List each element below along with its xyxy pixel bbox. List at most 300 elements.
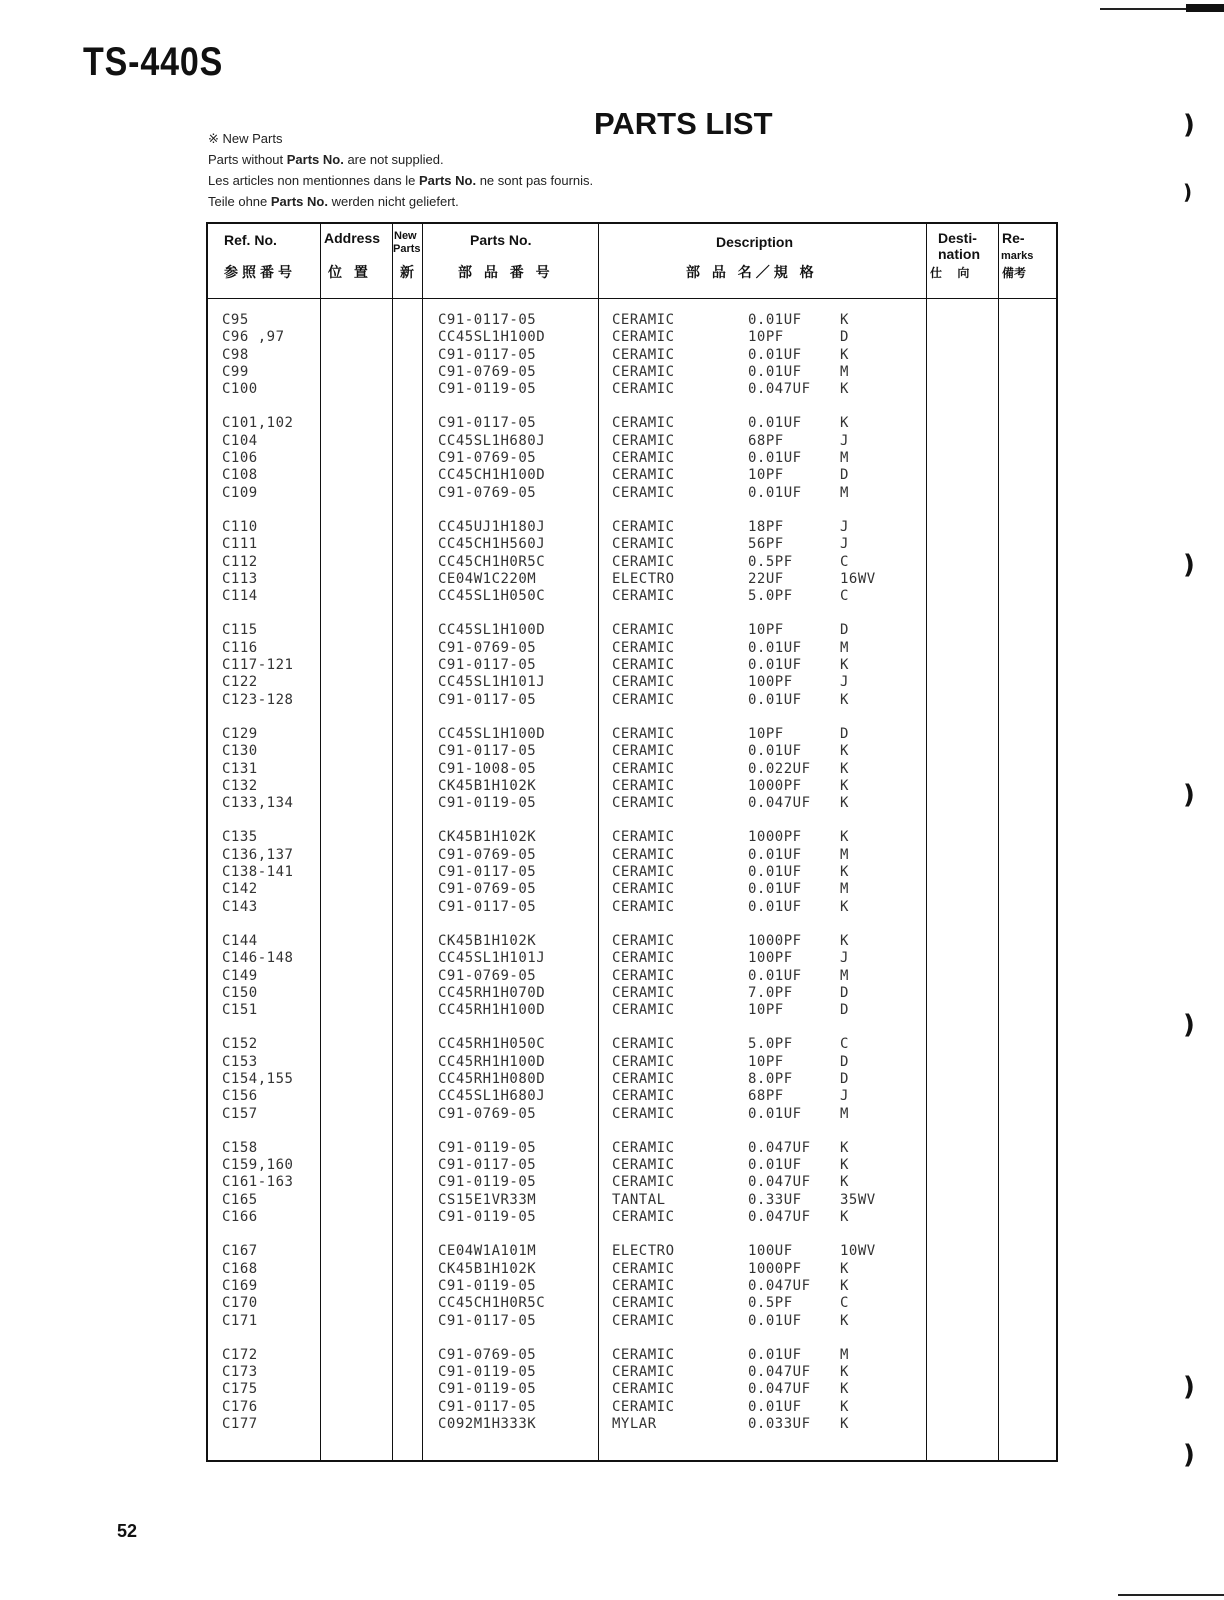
grade-cell: K: [840, 657, 849, 674]
table-row: [208, 1192, 1056, 1209]
description-cell: CERAMIC: [612, 346, 675, 363]
grade-cell: K: [840, 1398, 849, 1415]
part-no-cell: CC45RH1H080D: [438, 1070, 546, 1087]
value-cell: 0.01UF: [748, 881, 802, 898]
value-cell: 0.047UF: [748, 1364, 811, 1381]
grade-cell: J: [840, 1088, 849, 1105]
description-cell: CERAMIC: [612, 1364, 675, 1381]
notes-block: [208, 128, 593, 212]
part-no-cell: CC45RH1H070D: [438, 984, 546, 1001]
table-row: [208, 864, 1056, 881]
ref-cell: C169: [222, 1277, 258, 1294]
description-cell: CERAMIC: [612, 415, 675, 432]
header-remarks-jp: 備考: [1002, 266, 1027, 280]
value-cell: 18PF: [748, 518, 784, 535]
value-cell: 0.01UF: [748, 639, 802, 656]
grade-cell: K: [840, 381, 849, 398]
description-cell: CERAMIC: [612, 1209, 675, 1226]
ref-cell: C104: [222, 432, 258, 449]
table-row: [208, 1088, 1056, 1105]
table-row: [208, 433, 1056, 450]
description-cell: CERAMIC: [612, 432, 675, 449]
grade-cell: K: [840, 312, 849, 328]
grade-cell: K: [840, 346, 849, 363]
table-row: [208, 950, 1056, 967]
grade-cell: M: [840, 363, 849, 380]
grade-cell: C: [840, 1295, 849, 1312]
table-row: [208, 1278, 1056, 1295]
model-name: TS-440S: [83, 40, 224, 84]
description-cell: CERAMIC: [612, 518, 675, 535]
part-no-cell: C91-0119-05: [438, 1139, 537, 1156]
ref-cell: C158: [222, 1139, 258, 1156]
ref-cell: C111: [222, 536, 258, 553]
grade-cell: M: [840, 1346, 849, 1363]
grade-cell: D: [840, 467, 849, 484]
description-cell: CERAMIC: [612, 932, 675, 949]
parts-rows: [208, 312, 1056, 1450]
grade-cell: J: [840, 674, 849, 691]
part-no-cell: CK45B1H102K: [438, 932, 537, 949]
part-no-cell: C91-0769-05: [438, 967, 537, 984]
description-cell: CERAMIC: [612, 1260, 675, 1277]
description-cell: CERAMIC: [612, 1139, 675, 1156]
table-row: [208, 847, 1056, 864]
ref-cell: C152: [222, 1036, 258, 1053]
page-title: PARTS LIST: [594, 106, 773, 141]
ref-cell: C149: [222, 967, 258, 984]
value-cell: 0.01UF: [748, 1157, 802, 1174]
value-cell: 0.047UF: [748, 1174, 811, 1191]
part-no-cell: CC45RH1H100D: [438, 1002, 546, 1019]
ref-cell: C123-128: [222, 691, 294, 708]
grade-cell: K: [840, 932, 849, 949]
grade-cell: K: [840, 691, 849, 708]
table-row: [208, 657, 1056, 674]
part-no-cell: CC45SL1H680J: [438, 1088, 546, 1105]
row-group: [208, 622, 1056, 708]
ref-cell: C116: [222, 639, 258, 656]
part-no-cell: C91-0117-05: [438, 312, 537, 328]
grade-cell: D: [840, 725, 849, 742]
table-row: [208, 1157, 1056, 1174]
description-cell: CERAMIC: [612, 484, 675, 501]
ref-cell: C98: [222, 346, 249, 363]
part-no-cell: CC45SL1H100D: [438, 725, 546, 742]
value-cell: 0.01UF: [748, 346, 802, 363]
ref-cell: C177: [222, 1416, 258, 1433]
description-cell: CERAMIC: [612, 1381, 675, 1398]
part-no-cell: CK45B1H102K: [438, 777, 537, 794]
part-no-cell: C91-0117-05: [438, 1312, 537, 1329]
grade-cell: K: [840, 1312, 849, 1329]
ref-cell: C143: [222, 898, 258, 915]
part-no-cell: C91-0117-05: [438, 657, 537, 674]
ref-cell: C112: [222, 553, 258, 570]
ref-cell: C129: [222, 725, 258, 742]
grade-cell: M: [840, 1105, 849, 1122]
value-cell: 0.01UF: [748, 898, 802, 915]
part-no-cell: C91-0117-05: [438, 346, 537, 363]
table-row: [208, 743, 1056, 760]
description-cell: CERAMIC: [612, 777, 675, 794]
value-cell: 10PF: [748, 329, 784, 346]
value-cell: 10PF: [748, 1002, 784, 1019]
ref-cell: C170: [222, 1295, 258, 1312]
value-cell: 1000PF: [748, 777, 802, 794]
binding-mark-5: ): [1183, 1010, 1195, 1040]
row-group: [208, 312, 1056, 398]
row-group: [208, 519, 1056, 605]
value-cell: 1000PF: [748, 1260, 802, 1277]
grade-cell: J: [840, 432, 849, 449]
part-no-cell: C91-0769-05: [438, 881, 537, 898]
description-cell: CERAMIC: [612, 1002, 675, 1019]
value-cell: 10PF: [748, 1053, 784, 1070]
value-cell: 56PF: [748, 536, 784, 553]
part-no-cell: CC45CH1H100D: [438, 467, 546, 484]
binding-mark-7: ): [1183, 1440, 1195, 1470]
description-cell: CERAMIC: [612, 760, 675, 777]
ref-cell: C115: [222, 622, 258, 639]
table-row: [208, 467, 1056, 484]
part-no-cell: CC45CH1H0R5C: [438, 553, 546, 570]
table-row: [208, 554, 1056, 571]
table-row: [208, 415, 1056, 432]
grade-cell: D: [840, 1070, 849, 1087]
value-cell: 100UF: [748, 1243, 793, 1260]
grade-cell: K: [840, 1381, 849, 1398]
value-cell: 0.01UF: [748, 450, 802, 467]
value-cell: 0.01UF: [748, 691, 802, 708]
binding-mark-1: ): [1183, 110, 1195, 140]
table-row: [208, 1036, 1056, 1053]
description-cell: CERAMIC: [612, 674, 675, 691]
part-no-cell: C91-0119-05: [438, 1277, 537, 1294]
grade-cell: K: [840, 1277, 849, 1294]
table-row: [208, 536, 1056, 553]
table-row: [208, 1347, 1056, 1364]
table-row: [208, 329, 1056, 346]
table-row: [208, 381, 1056, 398]
ref-cell: C144: [222, 932, 258, 949]
part-no-cell: C91-0119-05: [438, 1364, 537, 1381]
table-row: [208, 1364, 1056, 1381]
note-text: Parts without: [208, 152, 287, 167]
description-cell: CERAMIC: [612, 846, 675, 863]
part-no-cell: CC45SL1H050C: [438, 588, 546, 605]
grade-cell: K: [840, 864, 849, 881]
grade-cell: K: [840, 1209, 849, 1226]
value-cell: 0.01UF: [748, 484, 802, 501]
part-no-cell: CC45CH1H560J: [438, 536, 546, 553]
value-cell: 22UF: [748, 570, 784, 587]
grade-cell: M: [840, 967, 849, 984]
value-cell: 0.047UF: [748, 795, 811, 812]
ref-cell: C153: [222, 1053, 258, 1070]
description-cell: CERAMIC: [612, 588, 675, 605]
table-row: [208, 933, 1056, 950]
value-cell: 7.0PF: [748, 984, 793, 1001]
parts-table: [206, 222, 1058, 1462]
row-group: [208, 1140, 1056, 1226]
value-cell: 0.01UF: [748, 1398, 802, 1415]
binding-mark-6: ): [1183, 1372, 1195, 1402]
table-row: [208, 726, 1056, 743]
ref-cell: C167: [222, 1243, 258, 1260]
part-no-cell: C91-0769-05: [438, 363, 537, 380]
grade-cell: K: [840, 777, 849, 794]
ref-cell: C130: [222, 743, 258, 760]
value-cell: 100PF: [748, 674, 793, 691]
description-cell: CERAMIC: [612, 450, 675, 467]
table-row: [208, 761, 1056, 778]
ref-cell: C165: [222, 1191, 258, 1208]
header-remarks-l2: marks: [1001, 250, 1034, 262]
grade-cell: M: [840, 846, 849, 863]
ref-cell: C95: [222, 312, 249, 328]
grade-cell: K: [840, 1364, 849, 1381]
part-no-cell: CC45RH1H100D: [438, 1053, 546, 1070]
part-no-cell: CC45RH1H050C: [438, 1036, 546, 1053]
table-row: [208, 1140, 1056, 1157]
value-cell: 100PF: [748, 950, 793, 967]
part-no-cell: C91-0117-05: [438, 864, 537, 881]
value-cell: 5.0PF: [748, 588, 793, 605]
value-cell: 0.01UF: [748, 363, 802, 380]
note-bold: Parts No.: [286, 152, 344, 167]
table-row: [208, 485, 1056, 502]
part-no-cell: CE04W1A101M: [438, 1243, 537, 1260]
description-cell: CERAMIC: [612, 881, 675, 898]
part-no-cell: C91-0117-05: [438, 691, 537, 708]
value-cell: 0.01UF: [748, 1312, 802, 1329]
note-german: [208, 191, 593, 212]
value-cell: 0.01UF: [748, 312, 802, 328]
note-bold: Parts No.: [419, 173, 477, 188]
ref-cell: C99: [222, 363, 249, 380]
grade-cell: D: [840, 1053, 849, 1070]
description-cell: CERAMIC: [612, 363, 675, 380]
row-group: [208, 1036, 1056, 1122]
description-cell: CERAMIC: [612, 1174, 675, 1191]
header-dest-jp: 仕 向: [930, 266, 976, 280]
part-no-cell: C91-0769-05: [438, 484, 537, 501]
description-cell: CERAMIC: [612, 795, 675, 812]
description-cell: CERAMIC: [612, 864, 675, 881]
grade-cell: J: [840, 950, 849, 967]
value-cell: 0.047UF: [748, 381, 811, 398]
grade-cell: 10WV: [840, 1243, 876, 1260]
table-row: [208, 312, 1056, 329]
ref-cell: C108: [222, 467, 258, 484]
grade-cell: C: [840, 1036, 849, 1053]
part-no-cell: C092M1H333K: [438, 1416, 537, 1433]
table-row: [208, 829, 1056, 846]
ref-cell: C159,160: [222, 1157, 294, 1174]
grade-cell: M: [840, 484, 849, 501]
table-row: [208, 640, 1056, 657]
description-cell: CERAMIC: [612, 691, 675, 708]
description-cell: CERAMIC: [612, 725, 675, 742]
value-cell: 0.5PF: [748, 553, 793, 570]
ref-cell: C172: [222, 1346, 258, 1363]
table-row: [208, 1295, 1056, 1312]
header-address: Address: [324, 230, 381, 246]
grade-cell: M: [840, 639, 849, 656]
description-cell: CERAMIC: [612, 829, 675, 846]
part-no-cell: C91-0769-05: [438, 639, 537, 656]
table-row: [208, 985, 1056, 1002]
description-cell: CERAMIC: [612, 467, 675, 484]
grade-cell: K: [840, 760, 849, 777]
grade-cell: K: [840, 1416, 849, 1433]
description-cell: CERAMIC: [612, 1295, 675, 1312]
part-no-cell: C91-0119-05: [438, 381, 537, 398]
value-cell: 10PF: [748, 725, 784, 742]
description-cell: CERAMIC: [612, 1053, 675, 1070]
header-parts-no-jp: 部 品 番 号: [458, 264, 554, 280]
value-cell: 8.0PF: [748, 1070, 793, 1087]
part-no-cell: CE04W1C220M: [438, 570, 537, 587]
note-text: are not supplied.: [343, 152, 444, 167]
table-row: [208, 450, 1056, 467]
description-cell: TANTAL: [612, 1191, 666, 1208]
table-row: [208, 1054, 1056, 1071]
part-no-cell: CS15E1VR33M: [438, 1191, 537, 1208]
header-divider: [208, 298, 1056, 299]
table-row: [208, 622, 1056, 639]
value-cell: 0.01UF: [748, 864, 802, 881]
row-group: [208, 1243, 1056, 1329]
note-text: Teile ohne: [208, 194, 271, 209]
ref-cell: C114: [222, 588, 258, 605]
grade-cell: K: [840, 415, 849, 432]
note-french: [208, 170, 593, 191]
grade-cell: M: [840, 881, 849, 898]
binding-mark-3: ): [1183, 550, 1195, 580]
ref-cell: C131: [222, 760, 258, 777]
value-cell: 0.01UF: [748, 415, 802, 432]
header-address-jp: 位 置: [328, 264, 372, 280]
page-number: 52: [117, 1521, 138, 1541]
table-row: [208, 968, 1056, 985]
value-cell: 0.022UF: [748, 760, 811, 777]
header-description-jp: 部 品 名／規 格: [686, 264, 818, 280]
part-no-cell: CC45SL1H100D: [438, 622, 546, 639]
note-bold: Parts No.: [270, 194, 328, 209]
grade-cell: J: [840, 536, 849, 553]
value-cell: 68PF: [748, 1088, 784, 1105]
grade-cell: K: [840, 1139, 849, 1156]
ref-cell: C157: [222, 1105, 258, 1122]
note-text: werden nicht geliefert.: [327, 194, 459, 209]
header-parts-no: Parts No.: [470, 232, 532, 248]
part-no-cell: C91-0117-05: [438, 1157, 537, 1174]
ref-cell: C117-121: [222, 657, 294, 674]
ref-cell: C151: [222, 1002, 258, 1019]
ref-cell: C136,137: [222, 846, 294, 863]
description-cell: CERAMIC: [612, 743, 675, 760]
description-cell: CERAMIC: [612, 553, 675, 570]
ref-cell: C156: [222, 1088, 258, 1105]
table-row: [208, 588, 1056, 605]
ref-cell: C175: [222, 1381, 258, 1398]
description-cell: CERAMIC: [612, 1157, 675, 1174]
grade-cell: K: [840, 1157, 849, 1174]
ref-cell: C135: [222, 829, 258, 846]
table-row: [208, 364, 1056, 381]
row-group: [208, 726, 1056, 812]
ref-cell: C110: [222, 518, 258, 535]
part-no-cell: C91-0117-05: [438, 1398, 537, 1415]
row-group: [208, 933, 1056, 1019]
value-cell: 1000PF: [748, 829, 802, 846]
ref-cell: C142: [222, 881, 258, 898]
value-cell: 0.047UF: [748, 1209, 811, 1226]
value-cell: 5.0PF: [748, 1036, 793, 1053]
part-no-cell: C91-0769-05: [438, 1346, 537, 1363]
ref-cell: C122: [222, 674, 258, 691]
grade-cell: K: [840, 829, 849, 846]
description-cell: CERAMIC: [612, 1105, 675, 1122]
part-no-cell: C91-0119-05: [438, 1209, 537, 1226]
grade-cell: C: [840, 553, 849, 570]
ref-cell: C154,155: [222, 1070, 294, 1087]
bottom-edge-line: [1118, 1594, 1224, 1596]
ref-cell: C100: [222, 381, 258, 398]
part-no-cell: C91-0119-05: [438, 1174, 537, 1191]
description-cell: CERAMIC: [612, 536, 675, 553]
table-row: [208, 881, 1056, 898]
row-group: [208, 1347, 1056, 1433]
table-row: [208, 1399, 1056, 1416]
part-no-cell: C91-0117-05: [438, 898, 537, 915]
description-cell: CERAMIC: [612, 1277, 675, 1294]
value-cell: 0.047UF: [748, 1381, 811, 1398]
description-cell: CERAMIC: [612, 1346, 675, 1363]
ref-cell: C96 ,97: [222, 329, 285, 346]
header-new-l1: New: [394, 230, 417, 242]
table-row: [208, 795, 1056, 812]
part-no-cell: CC45SL1H100D: [438, 329, 546, 346]
part-no-cell: CK45B1H102K: [438, 1260, 537, 1277]
grade-cell: K: [840, 898, 849, 915]
ref-cell: C168: [222, 1260, 258, 1277]
table-row: [208, 519, 1056, 536]
value-cell: 1000PF: [748, 932, 802, 949]
note-text: Les articles non mentionnes dans le: [208, 173, 420, 188]
binding-mark-4: ): [1183, 780, 1195, 810]
table-row: [208, 347, 1056, 364]
description-cell: CERAMIC: [612, 984, 675, 1001]
table-row: [208, 1002, 1056, 1019]
part-no-cell: CC45SL1H101J: [438, 674, 546, 691]
description-cell: CERAMIC: [612, 312, 675, 328]
part-no-cell: C91-0769-05: [438, 450, 537, 467]
grade-cell: K: [840, 1260, 849, 1277]
table-row: [208, 1416, 1056, 1433]
ref-cell: C173: [222, 1364, 258, 1381]
description-cell: CERAMIC: [612, 1070, 675, 1087]
header-dest-l2: nation: [938, 246, 980, 262]
grade-cell: D: [840, 1002, 849, 1019]
description-cell: CERAMIC: [612, 1036, 675, 1053]
grade-cell: 35WV: [840, 1191, 876, 1208]
grade-cell: C: [840, 588, 849, 605]
description-cell: CERAMIC: [612, 657, 675, 674]
ref-cell: C166: [222, 1209, 258, 1226]
